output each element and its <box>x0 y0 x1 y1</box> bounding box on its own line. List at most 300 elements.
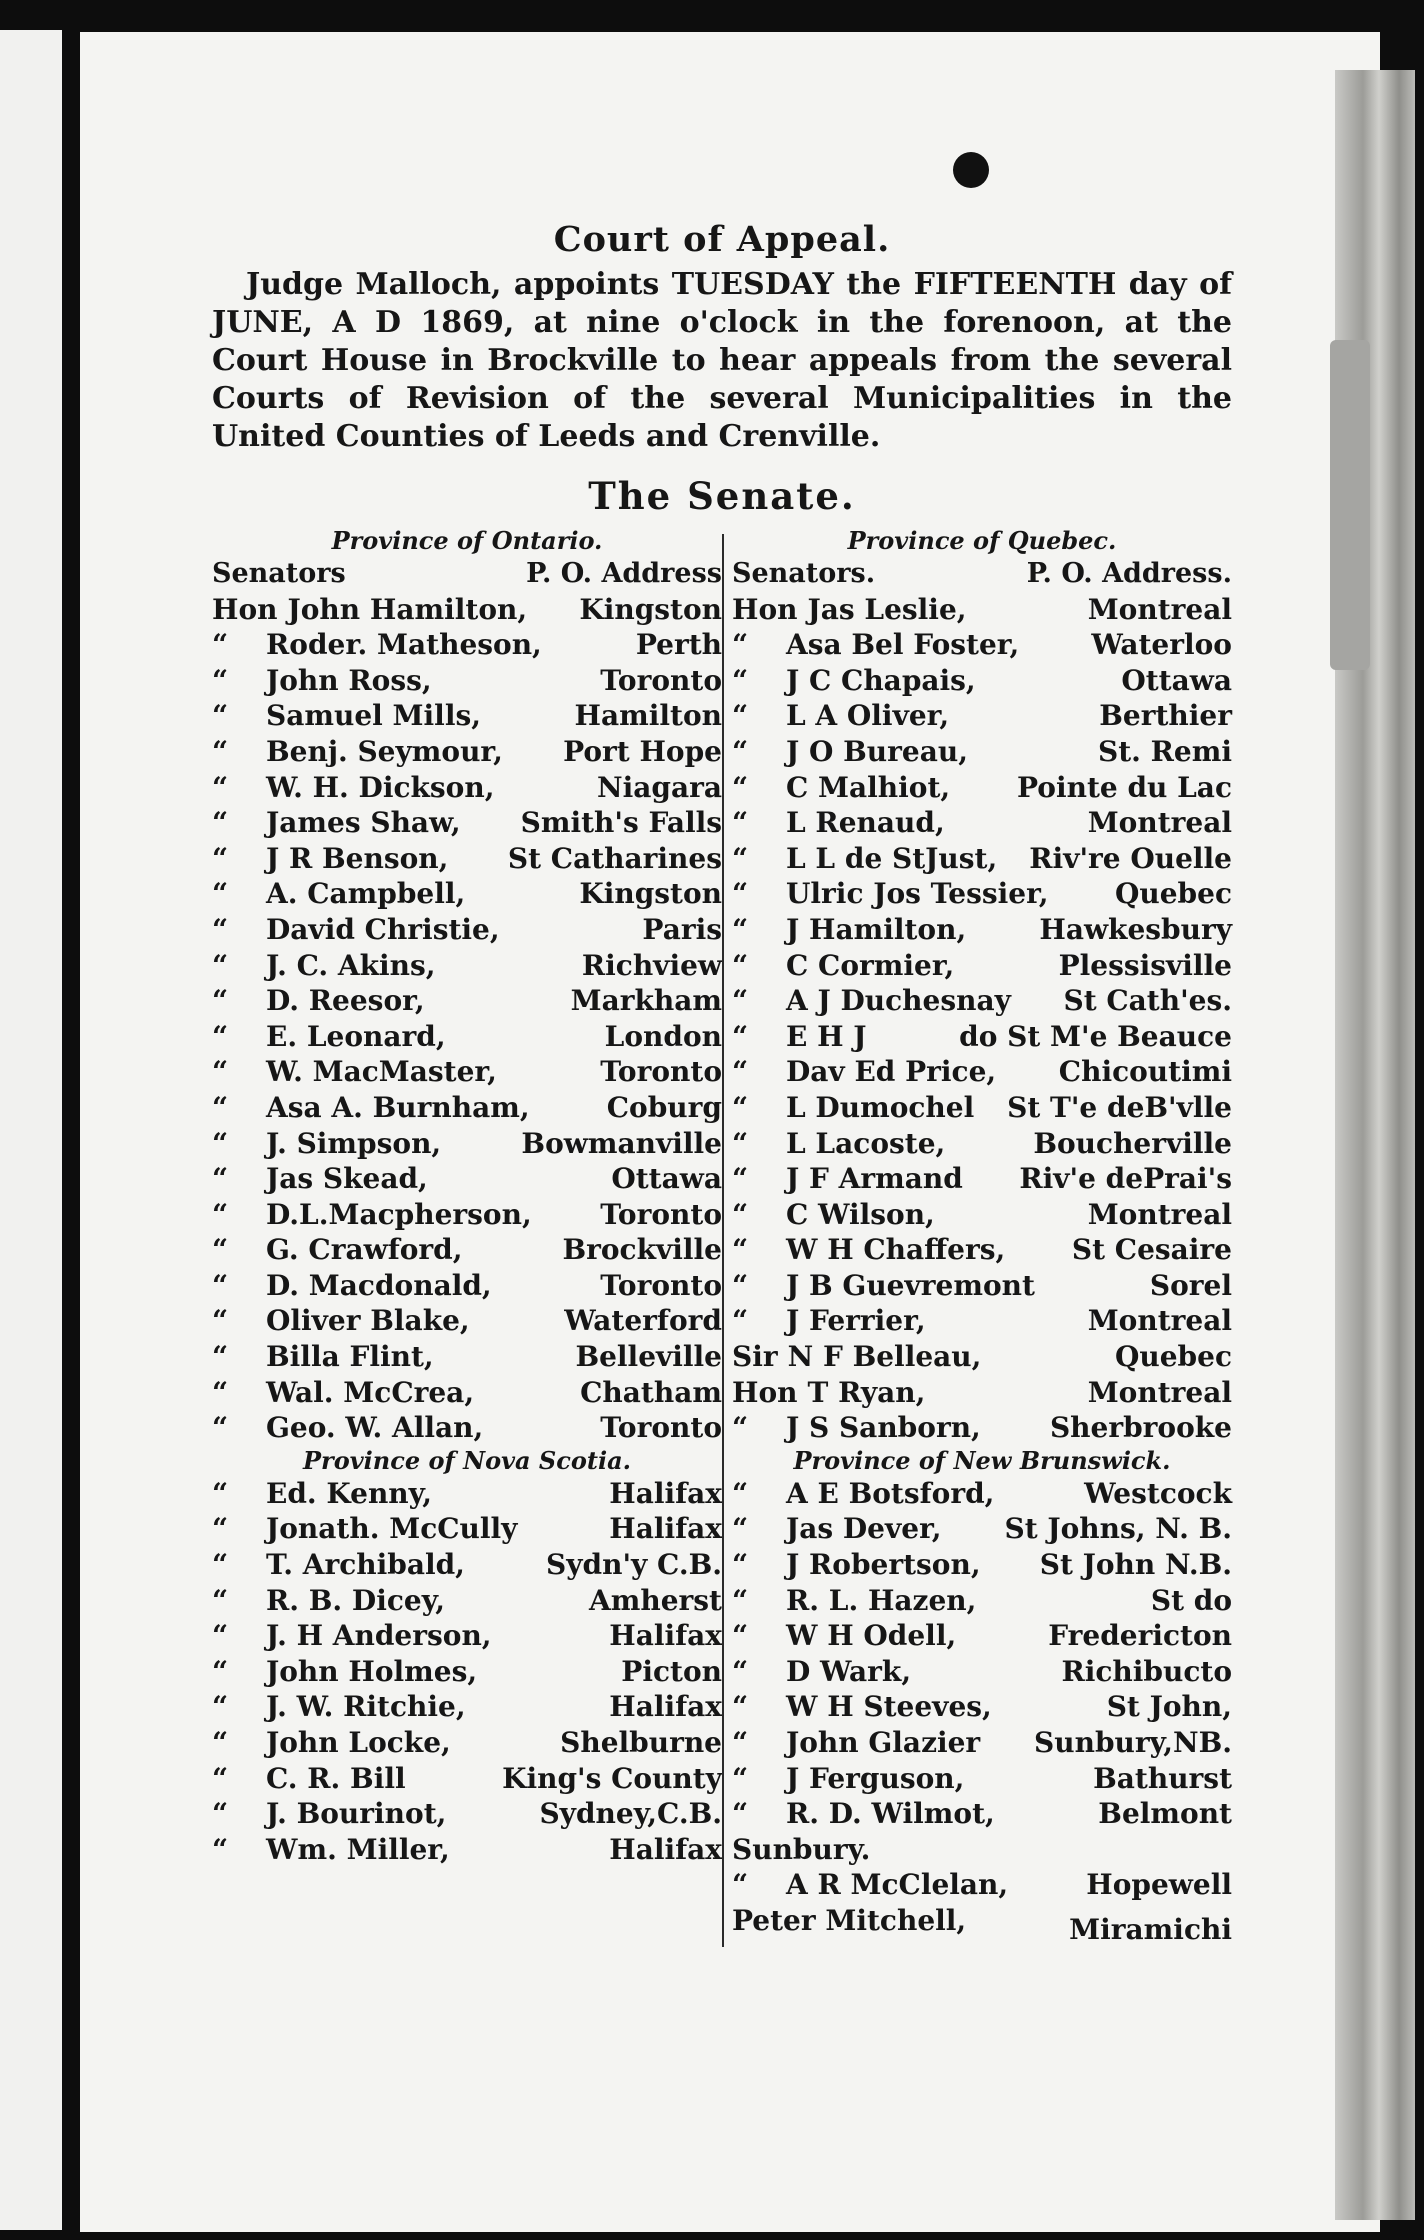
column-header <box>212 556 722 592</box>
senator-address: Sunbury,NB. <box>1034 1726 1232 1759</box>
senator-name-group <box>732 663 976 699</box>
senator-name-group <box>212 1126 441 1162</box>
senator-name: John Ross, <box>266 663 432 697</box>
senator-prefix: “ <box>212 1197 229 1231</box>
senator-name-group <box>212 1654 477 1690</box>
document-text <box>212 218 1232 1947</box>
senator-prefix: “ <box>732 806 749 840</box>
senator-address: Kingston <box>579 592 722 626</box>
senator-name: Asa Bel Foster, <box>786 628 1020 662</box>
senator-name-group <box>732 1832 870 1868</box>
senator-address: Toronto <box>600 663 722 697</box>
senator-address: Coburg <box>606 1090 722 1124</box>
senator-address: Halifax <box>609 1476 722 1510</box>
senator-name: Jas Dever, <box>786 1512 942 1546</box>
senator-row <box>732 1725 1232 1761</box>
senator-address: Picton <box>621 1654 722 1688</box>
senator-name: R. L. Hazen, <box>786 1583 977 1617</box>
senator-name-group <box>732 876 1049 912</box>
senator-row <box>212 841 722 877</box>
senator-row <box>732 805 1232 841</box>
senator-row <box>212 912 722 948</box>
senator-prefix: “ <box>732 877 749 911</box>
ink-blot <box>953 152 989 188</box>
senator-address: Fredericton <box>1048 1619 1232 1653</box>
senator-prefix: “ <box>212 1268 229 1302</box>
senator-row <box>732 983 1232 1019</box>
senator-address: Montreal <box>1087 1197 1232 1231</box>
senator-name: A J Duchesnay <box>786 984 1011 1018</box>
senator-name: J Hamilton, <box>786 912 967 946</box>
senator-row <box>732 1303 1232 1339</box>
senator-prefix: “ <box>732 1868 749 1902</box>
column-header <box>732 556 1232 592</box>
senator-address: Bowmanville <box>521 1126 722 1160</box>
senator-name-group <box>732 912 966 948</box>
senator-prefix: “ <box>212 1162 229 1196</box>
senator-row <box>212 734 722 770</box>
senator-row <box>212 876 722 912</box>
new-brunswick-senators-list <box>732 1476 1232 1947</box>
quebec-senators-list <box>732 592 1232 1446</box>
senator-address: Montreal <box>1087 806 1232 840</box>
senator-row <box>732 876 1232 912</box>
senator-name-group <box>212 1268 492 1304</box>
senator-name: G. Crawford, <box>266 1233 463 1267</box>
senator-name: L Lacoste, <box>786 1126 946 1160</box>
senator-name-group <box>212 912 500 948</box>
senator-prefix: “ <box>732 628 749 662</box>
ontario-senators-list <box>212 592 722 1446</box>
senator-row <box>212 1268 722 1304</box>
senator-prefix: “ <box>732 770 749 804</box>
senator-name-group <box>732 1796 995 1832</box>
senator-name: T. Archibald, <box>266 1548 465 1582</box>
senator-name-group <box>732 627 1019 663</box>
senator-address: Ottawa <box>611 1162 722 1196</box>
senator-address: Toronto <box>600 1055 722 1089</box>
senator-name: J Robertson, <box>786 1548 981 1582</box>
senator-row <box>732 1090 1232 1126</box>
senator-address: King's County <box>502 1761 722 1795</box>
senator-prefix: “ <box>212 806 229 840</box>
senator-name: W H Steeves, <box>786 1690 992 1724</box>
senator-name: L A Oliver, <box>786 699 950 733</box>
senator-name-group <box>732 1090 974 1126</box>
senator-row <box>732 1867 1232 1903</box>
senator-address: Toronto <box>600 1411 722 1445</box>
senator-row <box>732 1547 1232 1583</box>
senator-address: St Cesaire <box>1071 1233 1232 1267</box>
senator-prefix: “ <box>732 1654 749 1688</box>
senator-prefix: “ <box>212 1548 229 1582</box>
senator-row <box>212 948 722 984</box>
senator-address: St. Remi <box>1098 734 1232 768</box>
senator-name-group <box>212 1618 492 1654</box>
senator-name: D.L.Macpherson, <box>266 1197 532 1231</box>
senator-address: Hamilton <box>574 699 722 733</box>
senator-row <box>212 1583 722 1619</box>
senator-prefix: “ <box>732 1548 749 1582</box>
senator-prefix: “ <box>732 1197 749 1231</box>
senate-heading: The Senate. <box>588 474 856 518</box>
senator-name-group <box>732 948 954 984</box>
senator-row <box>212 1197 722 1233</box>
senator-address: Sherbrooke <box>1049 1411 1232 1445</box>
senator-row <box>212 1410 722 1446</box>
senator-name-group <box>212 1410 483 1446</box>
senator-name-group <box>732 1375 925 1411</box>
senator-row <box>732 1375 1232 1411</box>
senator-row <box>732 1583 1232 1619</box>
senator-row <box>212 1761 722 1797</box>
senator-row <box>732 698 1232 734</box>
senator-name: Billa Flint, <box>266 1340 434 1374</box>
senator-name-group <box>212 948 436 984</box>
senator-name: J F Armand <box>786 1162 963 1196</box>
senator-prefix: “ <box>212 877 229 911</box>
nova-scotia-senators-list <box>212 1476 722 1868</box>
senator-name-group <box>732 1761 964 1797</box>
senator-prefix: “ <box>732 1055 749 1089</box>
senator-name: Geo. W. Allan, <box>266 1411 484 1445</box>
senator-name: Peter Mitchell, <box>732 1903 967 1937</box>
senator-address: Hawkesbury <box>1039 912 1232 946</box>
senator-name: J. C. Akins, <box>266 948 436 982</box>
senator-name: W H Chaffers, <box>786 1233 1006 1267</box>
senator-prefix: “ <box>212 1476 229 1510</box>
senator-name: J. W. Ritchie, <box>266 1690 466 1724</box>
senator-prefix: “ <box>212 628 229 662</box>
senator-prefix: “ <box>212 1411 229 1445</box>
senator-name: Benj. Seymour, <box>266 734 503 768</box>
senator-name: Ed. Kenny, <box>266 1476 433 1510</box>
senator-address: St John N.B. <box>1039 1548 1232 1582</box>
senator-row <box>732 1832 1232 1868</box>
senator-name: J R Benson, <box>266 841 449 875</box>
senator-row <box>212 1054 722 1090</box>
senator-prefix: “ <box>732 1761 749 1795</box>
court-of-appeal-notice: Judge Malloch, appoints TUESDAY the FIFTEENTH day of JUNE, A D 1869, at nine o'clock in the forenoon, at the Court House in Brockville to hear appeals from the several Courts of Revision of the several Municipalities in the United Counties of Leeds and Crenville. <box>212 267 1232 454</box>
senator-name: J Ferguson, <box>786 1761 965 1795</box>
senator-prefix: “ <box>732 699 749 733</box>
left-column <box>212 526 722 1947</box>
senator-row <box>732 1232 1232 1268</box>
senator-name-group <box>732 1725 980 1761</box>
senator-address: Plessisville <box>1058 948 1232 982</box>
senator-name-group <box>732 770 950 806</box>
senator-prefix: “ <box>212 699 229 733</box>
senator-address: St Johns, N. B. <box>1004 1512 1232 1546</box>
senator-name-group <box>212 805 461 841</box>
senator-address: Smith's Falls <box>520 806 722 840</box>
senator-address: St Cath'es. <box>1063 984 1232 1018</box>
senator-address: Paris <box>642 912 722 946</box>
senator-name-group <box>212 876 465 912</box>
senator-row <box>212 592 722 628</box>
senator-address: Riv'e dePrai's <box>1019 1162 1232 1196</box>
senator-row <box>732 663 1232 699</box>
senator-address: Hopewell <box>1086 1868 1232 1902</box>
senator-name-group <box>732 1303 926 1339</box>
senator-address: Montreal <box>1087 1375 1232 1409</box>
senator-name: T Ryan, <box>807 1375 926 1409</box>
senator-address: Waterloo <box>1091 628 1232 662</box>
senator-row <box>732 1054 1232 1090</box>
senator-row <box>732 770 1232 806</box>
senator-row <box>212 1654 722 1690</box>
senator-name-group <box>732 1689 992 1725</box>
senator-name: N F Belleau, <box>787 1340 982 1374</box>
address-header: P. O. Address. <box>1026 558 1232 589</box>
senator-name: John Holmes, <box>266 1654 478 1688</box>
senator-prefix: “ <box>212 663 229 697</box>
senator-name-group <box>212 1796 446 1832</box>
senator-row <box>732 1268 1232 1304</box>
senator-address: Sorel <box>1149 1268 1232 1302</box>
senator-name-group <box>212 1161 428 1197</box>
senator-name: A R McClelan, <box>786 1868 1009 1902</box>
senator-name-group <box>732 1126 945 1162</box>
senator-name: A. Campbell, <box>266 877 466 911</box>
senator-prefix: “ <box>732 1476 749 1510</box>
senator-name: C Wilson, <box>786 1197 935 1231</box>
senator-name-group <box>732 983 1011 1019</box>
senator-name: J Ferrier, <box>786 1304 926 1338</box>
senator-prefix: “ <box>732 1126 749 1160</box>
senator-name-group <box>212 1339 434 1375</box>
senator-address: St do <box>1150 1583 1232 1617</box>
senator-name-group <box>732 698 949 734</box>
senator-name-group <box>732 1654 911 1690</box>
senator-prefix: “ <box>212 912 229 946</box>
senator-address: Pointe du Lac <box>1016 770 1232 804</box>
senator-address: Riv're Ouelle <box>1029 841 1232 875</box>
senator-name-group <box>212 1054 497 1090</box>
senator-name: W. MacMaster, <box>266 1055 497 1089</box>
senator-name-group <box>732 841 997 877</box>
senator-address: St Catharines <box>507 841 722 875</box>
senator-address: Waterford <box>564 1304 722 1338</box>
senator-row <box>212 1303 722 1339</box>
senator-name-group <box>732 805 945 841</box>
senator-row <box>732 592 1232 628</box>
senator-row <box>732 912 1232 948</box>
senator-address: Halifax <box>609 1690 722 1724</box>
senator-prefix: “ <box>212 770 229 804</box>
senator-name-group <box>212 1090 530 1126</box>
senator-prefix: Hon <box>732 1375 798 1409</box>
senator-prefix: “ <box>732 841 749 875</box>
senator-name: J S Sanborn, <box>786 1411 981 1445</box>
senator-row <box>212 1232 722 1268</box>
senator-prefix: “ <box>732 663 749 697</box>
senator-name-group <box>732 734 968 770</box>
senator-name: J O Bureau, <box>786 734 968 768</box>
senator-prefix: “ <box>212 841 229 875</box>
senator-prefix: “ <box>212 1583 229 1617</box>
senator-address: Belmont <box>1098 1797 1232 1831</box>
senator-name: C. R. Bill <box>266 1761 406 1795</box>
senator-address: Chatham <box>580 1375 722 1409</box>
senator-row <box>732 1476 1232 1512</box>
senator-row <box>212 663 722 699</box>
senator-name: J C Chapais, <box>786 663 976 697</box>
senator-address: Quebec <box>1114 1340 1232 1374</box>
senator-prefix: “ <box>212 1512 229 1546</box>
senator-name: E H J <box>786 1019 867 1053</box>
province-new-brunswick-heading: Province of New Brunswick. <box>793 1445 1171 1475</box>
senator-prefix: Hon <box>212 592 278 626</box>
senator-name-group <box>732 1232 1005 1268</box>
senator-row <box>212 1126 722 1162</box>
senator-address: Port Hope <box>563 734 722 768</box>
senator-row <box>732 627 1232 663</box>
senator-name: C Cormier, <box>786 948 955 982</box>
senator-name: John Locke, <box>266 1726 451 1759</box>
senator-prefix: “ <box>212 1797 229 1831</box>
senator-address: Halifax <box>609 1512 722 1546</box>
senator-name: J. H Anderson, <box>266 1619 492 1653</box>
senator-address: Kingston <box>579 877 722 911</box>
senator-prefix: “ <box>732 1411 749 1445</box>
senator-prefix: “ <box>732 1090 749 1124</box>
senator-row <box>732 1019 1232 1055</box>
senator-prefix: “ <box>732 1619 749 1653</box>
court-of-appeal-heading: Court of Appeal. <box>553 219 891 260</box>
senator-prefix: “ <box>212 1055 229 1089</box>
senator-row <box>212 1511 722 1547</box>
senator-name: W. H. Dickson, <box>266 770 495 804</box>
senator-name-group <box>732 1511 942 1547</box>
senator-row <box>212 1796 722 1832</box>
senator-address: Niagara <box>597 770 722 804</box>
senator-name: James Shaw, <box>266 806 461 840</box>
senator-address: Quebec <box>1114 877 1232 911</box>
senator-row <box>212 770 722 806</box>
senator-name: Samuel Mills, <box>266 699 481 733</box>
right-column <box>722 526 1232 1947</box>
senator-name: Wal. McCrea, <box>266 1375 475 1409</box>
senator-row <box>212 1339 722 1375</box>
senator-prefix: “ <box>732 912 749 946</box>
senator-address: Perth <box>635 628 722 662</box>
senator-name: A E Botsford, <box>786 1476 995 1510</box>
senator-prefix: “ <box>732 1512 749 1546</box>
senator-name-group <box>732 592 967 628</box>
senator-name: Jas Leslie, <box>807 592 967 626</box>
senator-name-group <box>212 1725 451 1761</box>
senator-address: Richview <box>581 948 722 982</box>
senator-prefix: “ <box>732 734 749 768</box>
senator-name-group <box>732 1583 976 1619</box>
senator-prefix: “ <box>732 1233 749 1267</box>
senator-name-group <box>212 1232 463 1268</box>
senator-row <box>732 1654 1232 1690</box>
senator-prefix: “ <box>212 1654 229 1688</box>
senator-row <box>732 948 1232 984</box>
senator-prefix: “ <box>212 1126 229 1160</box>
senator-prefix: “ <box>212 1726 229 1759</box>
senator-name-group <box>212 770 494 806</box>
senator-address: Boucherville <box>1033 1126 1232 1160</box>
senator-prefix: “ <box>212 1340 229 1374</box>
senator-name-group <box>212 1547 465 1583</box>
senator-name: J B Guevremont <box>786 1268 1035 1302</box>
senator-address: Shelburne <box>560 1726 722 1759</box>
senator-name-group <box>212 983 425 1019</box>
senator-name: Asa A. Burnham, <box>266 1090 530 1124</box>
senator-name: John Glazier <box>786 1726 981 1759</box>
senator-name: R. D. Wilmot, <box>786 1797 995 1831</box>
senator-prefix: “ <box>212 1233 229 1267</box>
senator-address: Brockville <box>562 1233 722 1267</box>
senator-row <box>732 1903 1232 1947</box>
senator-name-group <box>212 663 432 699</box>
senator-name-group <box>212 841 448 877</box>
senator-row <box>732 1197 1232 1233</box>
senator-prefix: Hon <box>732 592 798 626</box>
senator-row <box>212 627 722 663</box>
senator-name: R. B. Dicey, <box>266 1583 446 1617</box>
senator-address: Miramichi <box>1069 1912 1232 1946</box>
senator-row <box>732 734 1232 770</box>
senator-address: Richibucto <box>1061 1654 1232 1688</box>
senator-name: Jas Skead, <box>266 1162 428 1196</box>
senators-header: Senators. <box>732 558 876 589</box>
senator-address: St T'e deB'vlle <box>1007 1090 1232 1124</box>
senate-columns <box>212 526 1232 1947</box>
senator-row <box>212 983 722 1019</box>
senator-name: L Dumochel <box>786 1090 975 1124</box>
page-tab <box>1330 340 1370 670</box>
senator-name-group <box>212 1019 446 1055</box>
senator-name: Wm. Miller, <box>266 1832 450 1866</box>
senator-name-group <box>212 734 503 770</box>
senator-name-group <box>732 1268 1035 1304</box>
senator-row <box>212 1019 722 1055</box>
senator-name-group <box>212 1511 517 1547</box>
senator-row <box>732 1618 1232 1654</box>
senator-address: Halifax <box>609 1832 722 1866</box>
senator-prefix: “ <box>212 948 229 982</box>
senator-row <box>212 1618 722 1654</box>
senator-name: J. Simpson, <box>266 1126 442 1160</box>
senator-name-group <box>732 1197 935 1233</box>
senator-prefix: “ <box>212 1832 229 1866</box>
senator-prefix: “ <box>732 1019 749 1053</box>
senator-name-group <box>732 1339 981 1375</box>
senator-name-group <box>732 1903 966 1939</box>
senator-name-group <box>732 1867 1008 1903</box>
senator-address: Chicoutimi <box>1058 1055 1232 1089</box>
senator-name: J. Bourinot, <box>266 1797 447 1831</box>
senator-address: London <box>604 1019 722 1053</box>
senator-prefix: “ <box>732 1162 749 1196</box>
senator-name-group <box>212 1583 445 1619</box>
senator-name-group <box>212 1197 532 1233</box>
senator-name: Jonath. McCully <box>266 1512 518 1546</box>
column-divider <box>722 534 724 1947</box>
senator-address: Bathurst <box>1093 1761 1232 1795</box>
senator-name-group <box>212 1375 474 1411</box>
adjacent-page <box>0 30 62 2230</box>
senator-name: W H Odell, <box>786 1619 957 1653</box>
senator-row <box>732 1161 1232 1197</box>
senator-row <box>212 1161 722 1197</box>
senator-name-group <box>732 1054 996 1090</box>
senator-prefix: “ <box>212 1304 229 1338</box>
